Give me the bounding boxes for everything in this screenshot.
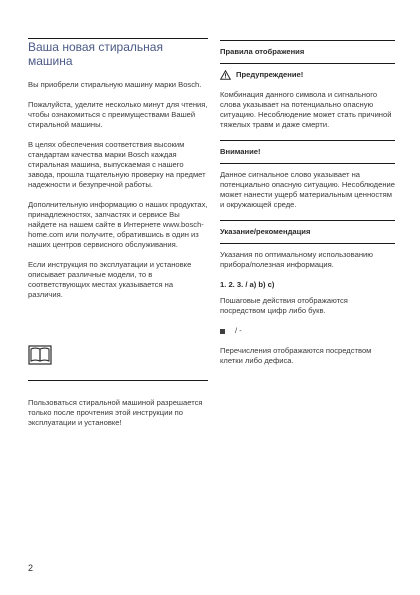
warning-label: Предупреждение! — [236, 70, 304, 79]
heading-bottom-rule — [220, 63, 395, 64]
intro-paragraph-2: Пожалуйста, уделите несколько минут для чтения, чтобы ознакомиться с преимуществами Вашей стиральной машины. — [28, 100, 208, 129]
intro-paragraph-4: Дополнительную информацию о наших продуктах, принадлежностях, запчастях и сервисе Вы найдете на нашем сайте в Интернете www.bosch-home.com или получите, обратившись в один из наших центров сервисного обслуживания. — [28, 200, 208, 249]
steps-text: Пошаговые действия отображаются посредством цифр либо букв. — [220, 296, 348, 315]
instruction-manual-icon — [28, 345, 52, 365]
warning-triangle-icon — [220, 70, 231, 80]
left-column — [28, 40, 208, 310]
warning-text: Комбинация данного символа и сигнального слова указывает на потенциально опасную ситуацию. Несоблюдение может стать причиной тяжелых травм и даже смерти. — [220, 90, 392, 129]
attention-bottom-rule — [220, 163, 395, 164]
square-bullet-icon — [220, 329, 225, 334]
usage-note — [28, 398, 208, 438]
advice-text: Указания по оптимальному использованию прибора/полезная информация. — [220, 250, 373, 269]
right-column — [220, 40, 395, 376]
advice-bottom-rule — [220, 243, 395, 244]
steps-label: 1. 2. 3. / a) b) c) — [220, 280, 275, 289]
page-title: Ваша новая стиральная машина — [28, 40, 163, 68]
bullet-text: Перечисления отображаются посредством клетки либо дефиса. — [220, 346, 372, 365]
intro-paragraph-1: Вы приобрели стиральную машину марки Bosch. — [28, 80, 202, 89]
intro-paragraph-5: Если инструкция по эксплуатации и установке описывает различные модели, то в соответствующих местах указывается на различия. — [28, 260, 192, 299]
attention-top-rule — [220, 140, 395, 141]
warning-label-row — [220, 70, 395, 80]
bullet-label: / - — [235, 326, 242, 335]
intro-paragraph-3: В целях обеспечения соответствия высоким стандартам качества марки Bosch каждая стиральная машина, выпускаемая с нашего завода, прошла тщательную проверку на предмет надежности и безупречной работы. — [28, 140, 206, 189]
display-rules-heading: Правила отображения — [220, 47, 305, 56]
page-number: 2 — [28, 563, 34, 573]
advice-label: Указание/рекомендация — [220, 227, 311, 236]
bullet-label-row — [220, 326, 395, 336]
attention-text: Данное сигнальное слово указывает на потенциально опасную ситуацию. Несоблюдение может нанести ущерб материальным ценностям и окружающей среде. — [220, 170, 395, 209]
advice-top-rule — [220, 220, 395, 221]
usage-note-text: Пользоваться стиральной машиной разрешается только после прочтения этой инструкции по эксплуатации и установке! — [28, 398, 203, 427]
heading-top-rule — [220, 40, 395, 41]
title-top-rule — [28, 38, 208, 39]
separator-rule — [28, 380, 208, 381]
attention-label: Внимание! — [220, 147, 261, 156]
